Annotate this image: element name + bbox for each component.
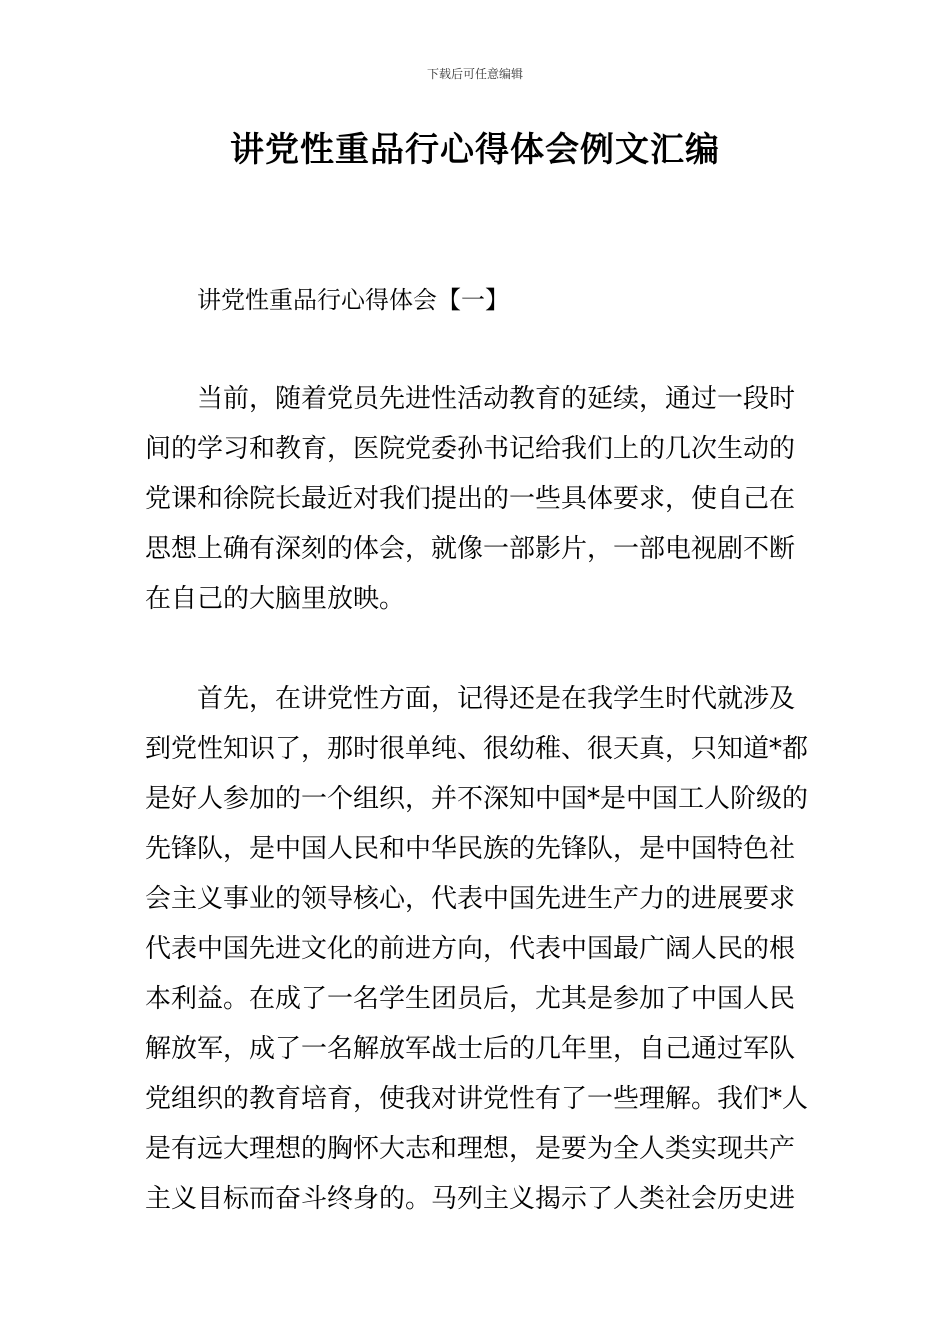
paragraph-line: 是有远大理想的胸怀大志和理想，是要为全人类实现共产 [145,1134,796,1164]
paragraph-line: 本利益。在成了一名学生团员后，尤其是参加了中国人民 [145,984,796,1014]
paragraph-line: 在自己的大脑里放映。 [145,584,406,614]
paragraph-line: 思想上确有深刻的体会，就像一部影片，一部电视剧不断 [145,534,796,564]
paragraph-line: 首先，在讲党性方面，记得还是在我学生时代就涉及 [197,684,796,714]
paragraph-line: 到党性知识了，那时很单纯、很幼稚、很天真，只知道*都 [145,734,809,764]
header-note: 下载后可任意编辑 [426,67,523,81]
paragraph-line: 主义目标而奋斗终身的。马列主义揭示了人类社会历史进 [145,1184,796,1214]
paragraph-line: 党组织的教育培育，使我对讲党性有了一些理解。我们*人 [145,1084,809,1114]
paragraph-line: 代表中国先进文化的前进方向，代表中国最广阔人民的根 [145,934,796,964]
document-title: 讲党性重品行心得体会例文汇编 [230,130,720,170]
paragraph-2 [145,674,815,1224]
paragraph-line: 当前，随着党员先进性活动教育的延续，通过一段时 [197,384,796,414]
paragraph-line: 解放军，成了一名解放军战士后的几年里，自己通过军队 [145,1034,796,1064]
paragraph-line: 会主义事业的领导核心，代表中国先进生产力的进展要求 [145,884,796,914]
paragraph-1 [145,374,815,624]
section-heading: 讲党性重品行心得体会【一】 [197,286,509,314]
paragraph-line: 间的学习和教育，医院党委孙书记给我们上的几次生动的 [145,434,796,464]
paragraph-line: 是好人参加的一个组织，并不深知中国*是中国工人阶级的 [145,784,809,814]
paragraph-line: 先锋队，是中国人民和中华民族的先锋队，是中国特色社 [145,834,796,864]
paragraph-line: 党课和徐院长最近对我们提出的一些具体要求，使自己在 [145,484,796,514]
